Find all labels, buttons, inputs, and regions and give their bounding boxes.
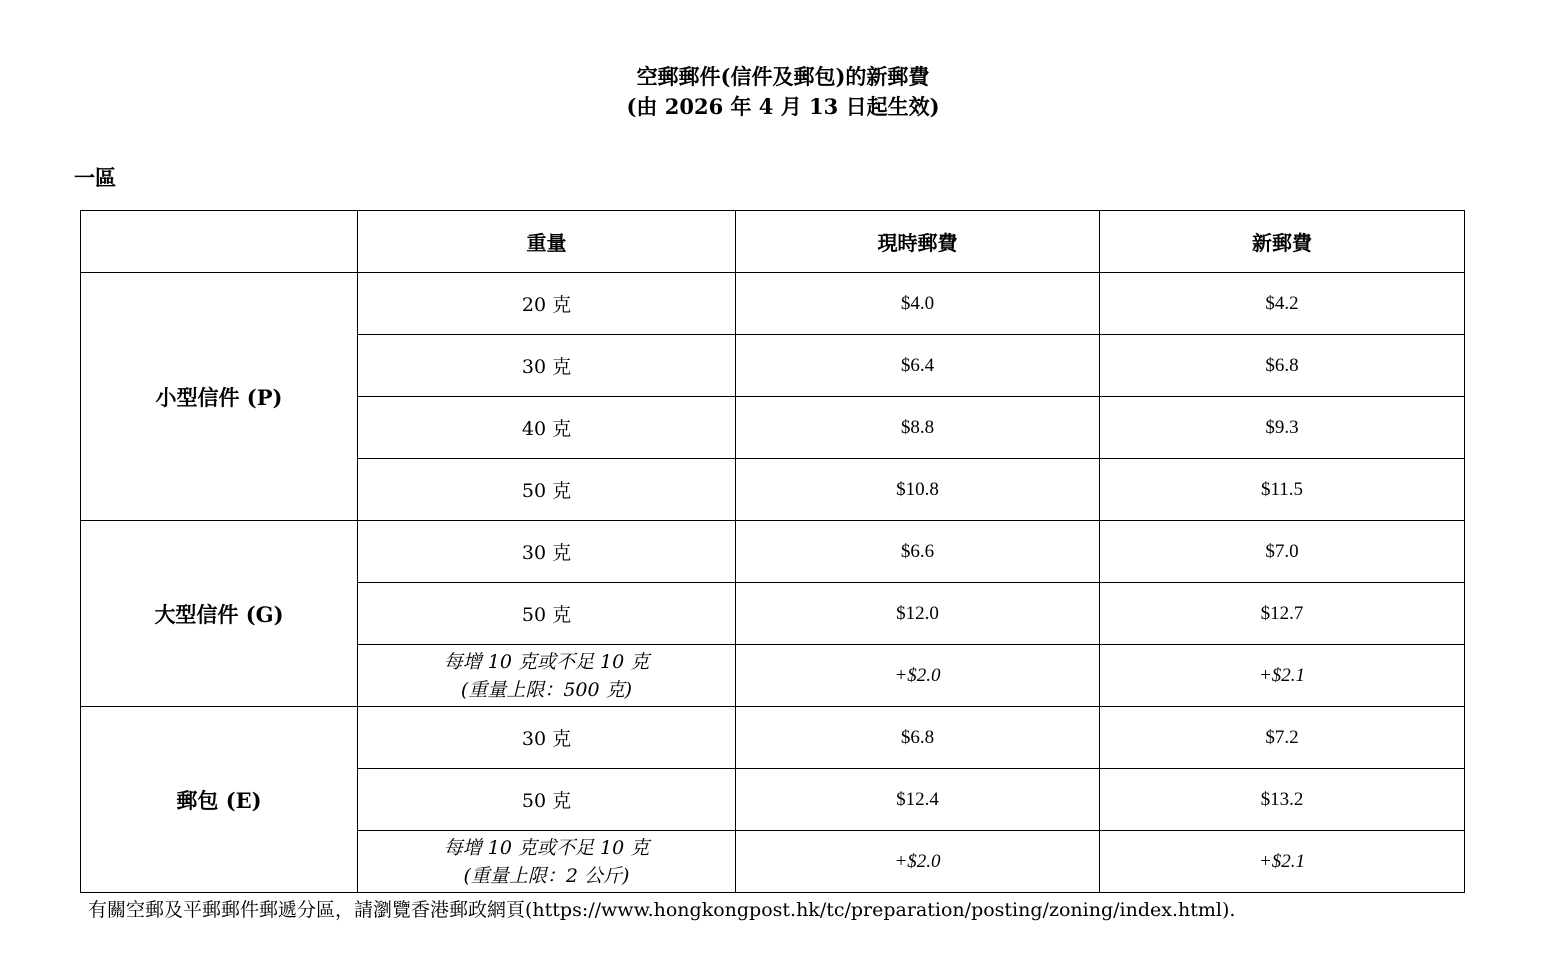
header-category: [81, 211, 358, 273]
postage-rate-table: [80, 210, 1465, 893]
weight-increment-text: 每增 10 克或不足 10 克: [443, 836, 650, 859]
category-small-packets: 郵包 (E): [81, 707, 358, 893]
zone-heading: 一區: [74, 165, 116, 190]
new-rate-cell: $12.7: [1100, 583, 1465, 645]
new-rate-cell: $6.8: [1100, 335, 1465, 397]
current-rate-cell: $10.8: [736, 459, 1100, 521]
weight-cell: 50 克: [358, 769, 736, 831]
current-rate-cell: $6.4: [736, 335, 1100, 397]
weight-limit-text: (重量上限：500 克): [460, 678, 633, 701]
new-rate-cell: $9.3: [1100, 397, 1465, 459]
weight-limit-text: (重量上限：2 公斤): [463, 864, 630, 887]
category-large-letters: 大型信件 (G): [81, 521, 358, 707]
current-rate-cell: +$2.0: [736, 831, 1100, 893]
weight-cell-additional: [358, 645, 736, 707]
weight-cell: 50 克: [358, 459, 736, 521]
weight-cell: 50 克: [358, 583, 736, 645]
current-rate-cell: $4.0: [736, 273, 1100, 335]
weight-cell: 40 克: [358, 397, 736, 459]
new-rate-cell: $7.0: [1100, 521, 1465, 583]
zoning-footnote: 有關空郵及平郵郵件郵遞分區，請瀏覽香港郵政網頁(https://www.hongkongpost.hk/tc/preparation/posting/zoning/index.html).: [88, 899, 1236, 921]
weight-increment-text: 每增 10 克或不足 10 克: [443, 650, 650, 673]
table-row: [81, 707, 1465, 769]
new-rate-cell: +$2.1: [1100, 645, 1465, 707]
header-current-rate: 現時郵費: [736, 211, 1100, 273]
table-row: [81, 273, 1465, 335]
table-row: [81, 521, 1465, 583]
category-small-letters: 小型信件 (P): [81, 273, 358, 521]
weight-cell: 30 克: [358, 707, 736, 769]
current-rate-cell: $8.8: [736, 397, 1100, 459]
weight-cell-additional: [358, 831, 736, 893]
new-rate-cell: $4.2: [1100, 273, 1465, 335]
new-rate-cell: $11.5: [1100, 459, 1465, 521]
current-rate-cell: $12.4: [736, 769, 1100, 831]
weight-cell: 20 克: [358, 273, 736, 335]
current-rate-cell: $6.6: [736, 521, 1100, 583]
title-line-2: (由 2026 年 4 月 13 日起生效): [626, 94, 940, 119]
new-rate-cell: +$2.1: [1100, 831, 1465, 893]
current-rate-cell: +$2.0: [736, 645, 1100, 707]
title-line-1: 空郵郵件(信件及郵包)的新郵費: [636, 64, 930, 89]
header-weight: 重量: [358, 211, 736, 273]
weight-cell: 30 克: [358, 335, 736, 397]
current-rate-cell: $12.0: [736, 583, 1100, 645]
table-header-row: [81, 211, 1465, 273]
document-title: [0, 62, 1566, 122]
weight-cell: 30 克: [358, 521, 736, 583]
new-rate-cell: $13.2: [1100, 769, 1465, 831]
current-rate-cell: $6.8: [736, 707, 1100, 769]
header-new-rate: 新郵費: [1100, 211, 1465, 273]
new-rate-cell: $7.2: [1100, 707, 1465, 769]
